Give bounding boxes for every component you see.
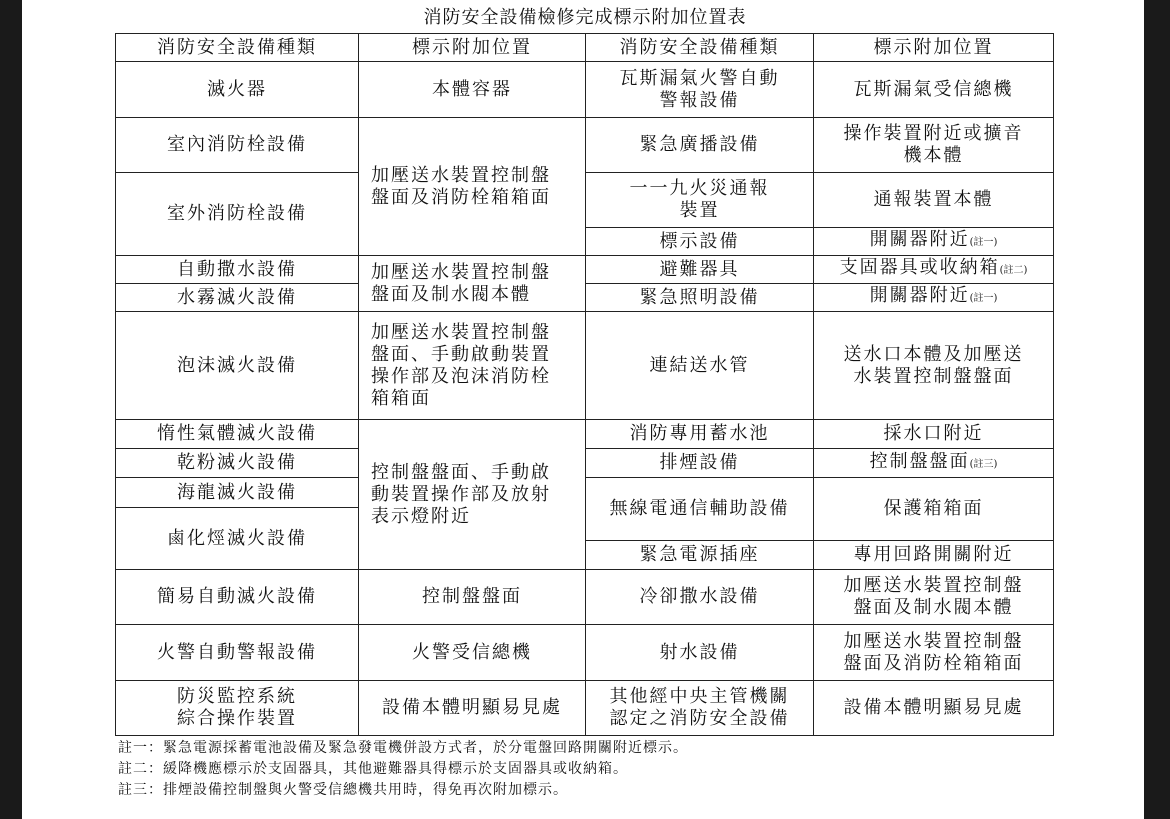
- equipment-cell: 一一九火災通報 裝置: [586, 173, 814, 228]
- location-cell: 加壓送水裝置控制盤 盤面及制水閥本體: [359, 256, 586, 312]
- right-dark-border: [1144, 0, 1170, 819]
- equipment-cell: 滅火器: [116, 62, 359, 118]
- equipment-cell: 射水設備: [586, 625, 814, 681]
- table-row: [116, 625, 1054, 681]
- header-equipment-type: 消防安全設備種類: [116, 34, 359, 62]
- equipment-cell: 連結送水管: [586, 312, 814, 420]
- location-cell: 控制盤盤面(註三): [814, 449, 1054, 478]
- location-cell: 開關器附近(註一): [814, 284, 1054, 312]
- equipment-cell: 室內消防栓設備: [116, 118, 359, 173]
- location-cell: 開關器附近(註一): [814, 228, 1054, 256]
- location-cell: 加壓送水裝置控制盤 盤面及制水閥本體: [814, 570, 1054, 625]
- equipment-cell: 乾粉滅火設備: [116, 449, 359, 478]
- note-reference: (註一): [969, 293, 998, 304]
- note-reference: (註一): [969, 237, 998, 248]
- location-cell: 加壓送水裝置控制盤 盤面及消防栓箱箱面: [814, 625, 1054, 681]
- location-cell: 送水口本體及加壓送 水裝置控制盤盤面: [814, 312, 1054, 420]
- equipment-cell: 海龍滅火設備: [116, 478, 359, 508]
- location-cell: 通報裝置本體: [814, 173, 1054, 228]
- location-cell: 瓦斯漏氣受信總機: [814, 62, 1054, 118]
- location-cell: 加壓送水裝置控制盤 盤面及消防栓箱箱面: [359, 118, 586, 256]
- table-header-row: [116, 34, 1054, 62]
- table-row: [116, 62, 1054, 118]
- equipment-cell: 冷卻撒水設備: [586, 570, 814, 625]
- equipment-cell: 泡沫滅火設備: [116, 312, 359, 420]
- table-row: [116, 681, 1054, 736]
- location-cell: 支固器具或收納箱(註二): [814, 256, 1054, 284]
- location-cell: 設備本體明顯易見處: [359, 681, 586, 736]
- equipment-cell: 自動撒水設備: [116, 256, 359, 284]
- table-row: [116, 420, 1054, 449]
- note-reference: (註二): [999, 265, 1028, 276]
- equipment-cell: 其他經中央主管機關 認定之消防安全設備: [586, 681, 814, 736]
- equipment-cell: 水霧滅火設備: [116, 284, 359, 312]
- location-cell: 專用回路開關附近: [814, 541, 1054, 570]
- equipment-cell: 簡易自動滅火設備: [116, 570, 359, 625]
- equipment-cell: 防災監控系統 綜合操作裝置: [116, 681, 359, 736]
- location-cell: 操作裝置附近或擴音 機本體: [814, 118, 1054, 173]
- location-cell: 保護箱箱面: [814, 478, 1054, 541]
- footnote-3: 註三：排煙設備控制盤與火警受信總機共用時，得免再次附加標示。: [118, 782, 568, 798]
- equipment-cell: 避難器具: [586, 256, 814, 284]
- equipment-table: [115, 33, 1054, 736]
- location-cell: 控制盤盤面: [359, 570, 586, 625]
- location-cell: 本體容器: [359, 62, 586, 118]
- equipment-cell: 緊急電源插座: [586, 541, 814, 570]
- equipment-cell: 消防專用蓄水池: [586, 420, 814, 449]
- footnotes: [118, 738, 1048, 801]
- equipment-cell: 瓦斯漏氣火警自動 警報設備: [586, 62, 814, 118]
- equipment-cell: 緊急廣播設備: [586, 118, 814, 173]
- left-dark-border: [0, 0, 22, 819]
- footnote-1: 註一：緊急電源採蓄電池設備及緊急發電機併設方式者，於分電盤回路開關附近標示。: [118, 740, 688, 756]
- location-cell: 設備本體明顯易見處: [814, 681, 1054, 736]
- equipment-cell: 惰性氣體滅火設備: [116, 420, 359, 449]
- location-cell: 控制盤盤面、手動啟 動裝置操作部及放射 表示燈附近: [359, 420, 586, 570]
- table-row: [116, 256, 1054, 284]
- table-row: [116, 570, 1054, 625]
- equipment-cell: 室外消防栓設備: [116, 173, 359, 256]
- document-title: 消防安全設備檢修完成標示附加位置表: [423, 7, 747, 28]
- location-cell: 火警受信總機: [359, 625, 586, 681]
- table-row: [116, 118, 1054, 173]
- equipment-cell: 無線電通信輔助設備: [586, 478, 814, 541]
- equipment-cell: 緊急照明設備: [586, 284, 814, 312]
- header-equipment-type: 消防安全設備種類: [586, 34, 814, 62]
- equipment-cell: 火警自動警報設備: [116, 625, 359, 681]
- location-cell: 採水口附近: [814, 420, 1054, 449]
- equipment-cell: 鹵化烴滅火設備: [116, 508, 359, 570]
- header-label-location: 標示附加位置: [359, 34, 586, 62]
- footnote-2: 註二：緩降機應標示於支固器具，其他避難器具得標示於支固器具或收納箱。: [118, 761, 628, 777]
- note-reference: (註三): [969, 458, 998, 470]
- location-cell: 加壓送水裝置控制盤 盤面、手動啟動裝置 操作部及泡沫消防栓 箱箱面: [359, 312, 586, 420]
- equipment-cell: 排煙設備: [586, 449, 814, 478]
- equipment-cell: 標示設備: [586, 228, 814, 256]
- header-label-location: 標示附加位置: [814, 34, 1054, 62]
- table-row: [116, 312, 1054, 420]
